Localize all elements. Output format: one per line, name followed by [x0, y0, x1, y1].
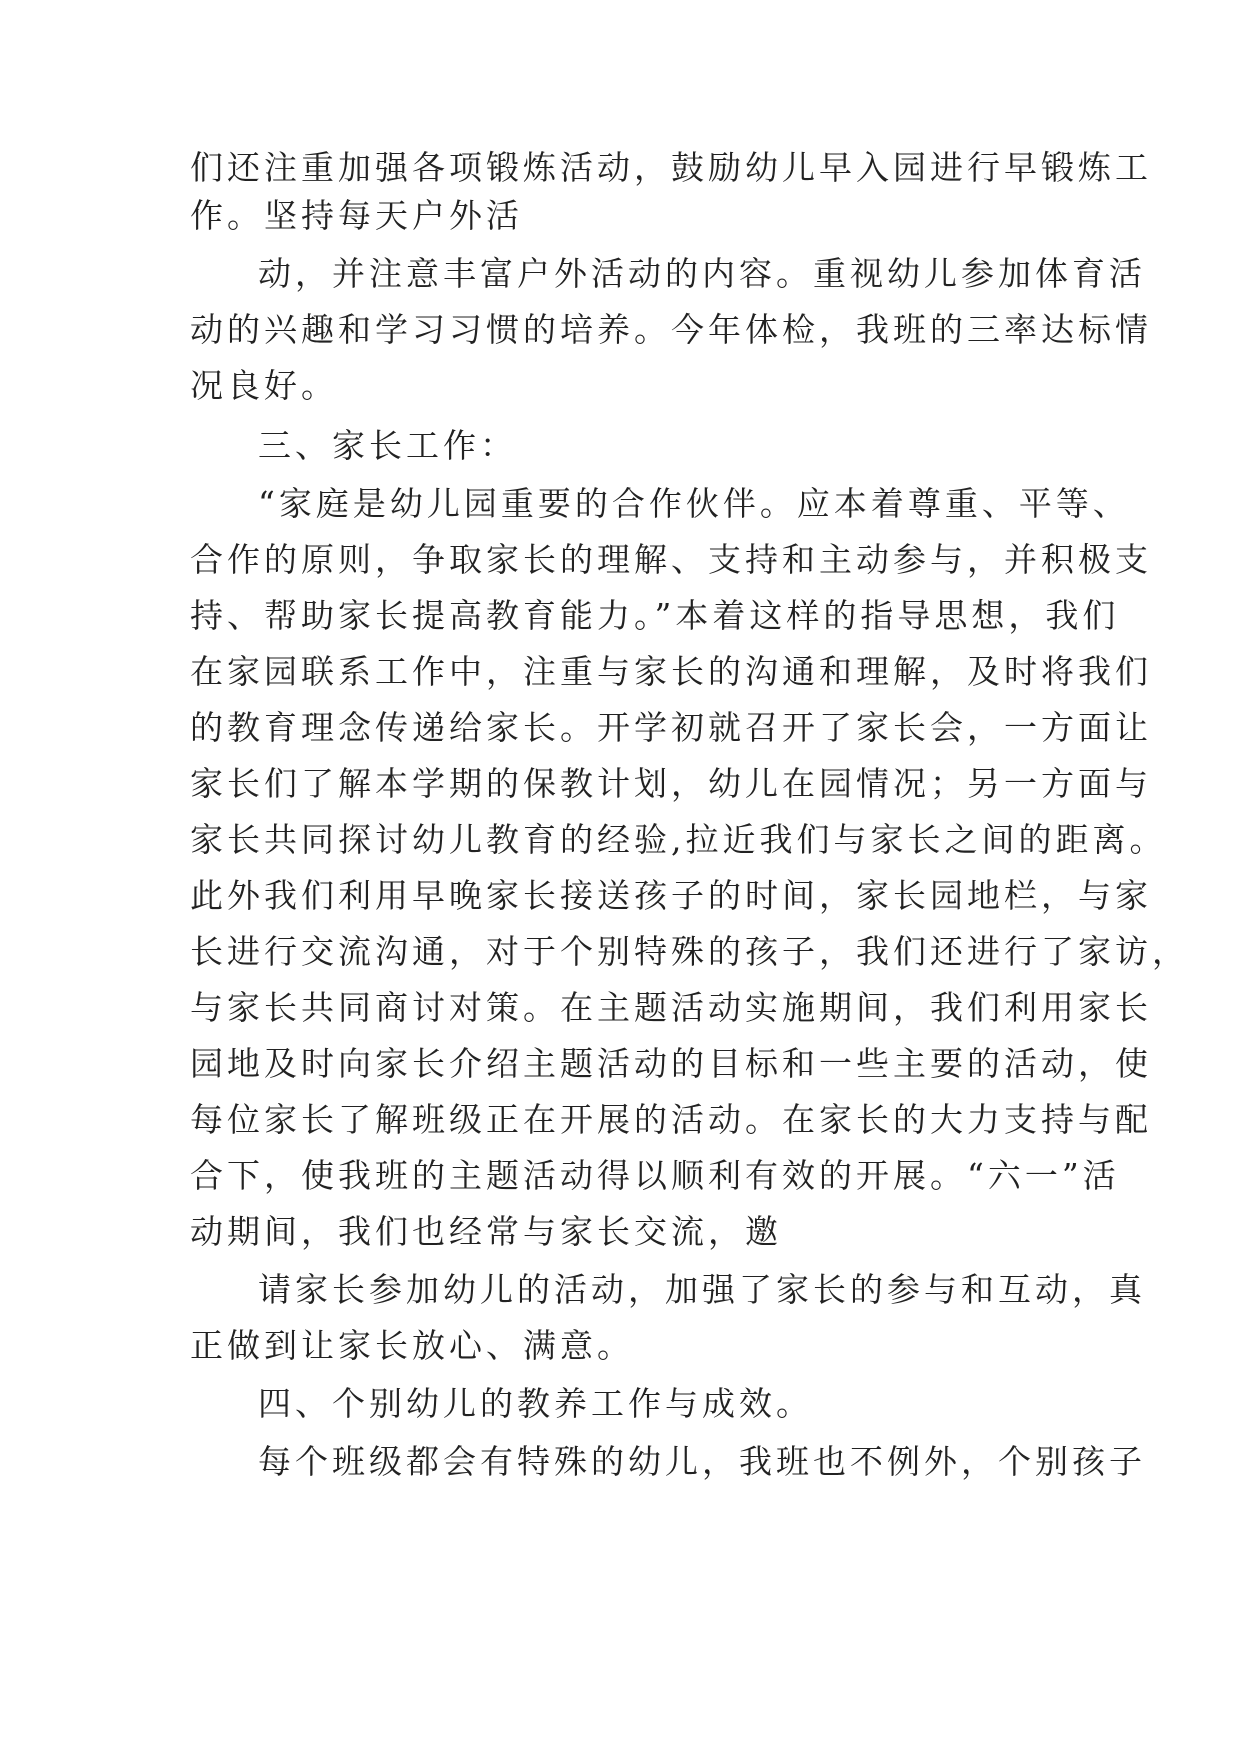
section-heading: 四、个别幼儿的教养工作与成效。	[258, 1384, 813, 1423]
text-line: 与家长共同商讨对策。在主题活动实施期间，我们利用家长	[190, 988, 1152, 1027]
text-line: 合作的原则，争取家长的理解、支持和主动参与，并积极支	[190, 540, 1152, 579]
text-line: 家长共同探讨幼儿教育的经验,拉近我们与家长之间的距离。	[190, 820, 1167, 859]
text-line: 持、帮助家长提高教育能力。”本着这样的指导思想，我们	[190, 596, 1120, 635]
text-line: 动的兴趣和学习习惯的培养。今年体检，我班的三率达标情	[190, 310, 1152, 349]
text-line: 在家园联系工作中，注重与家长的沟通和理解，及时将我们	[190, 652, 1152, 691]
text-line: 请家长参加幼儿的活动，加强了家长的参与和互动，真	[258, 1270, 1146, 1309]
text-line: “家庭是幼儿园重要的合作伙伴。应本着尊重、平等、	[258, 484, 1130, 523]
text-line: 家长们了解本学期的保教计划，幼儿在园情况；另一方面与	[190, 764, 1152, 803]
text-line: 此外我们利用早晚家长接送孩子的时间，家长园地栏，与家	[190, 876, 1152, 915]
text-line: 合下，使我班的主题活动得以顺利有效的开展。“六一”活	[190, 1156, 1120, 1195]
text-line: 们还注重加强各项锻炼活动，鼓励幼儿早入园进行早锻炼工	[190, 148, 1152, 187]
text-line: 况良好。	[190, 366, 338, 405]
text-line: 长进行交流沟通，对于个别特殊的孩子，我们还进行了家访，	[190, 932, 1189, 971]
text-line: 正做到让家长放心、满意。	[190, 1326, 634, 1365]
text-line: 每位家长了解班级正在开展的活动。在家长的大力支持与配	[190, 1100, 1152, 1139]
section-heading: 三、家长工作：	[258, 426, 517, 465]
text-line: 动，并注意丰富户外活动的内容。重视幼儿参加体育活	[258, 254, 1146, 293]
text-line: 园地及时向家长介绍主题活动的目标和一些主要的活动，使	[190, 1044, 1152, 1083]
text-line: 作。坚持每天户外活	[190, 196, 523, 235]
text-line: 动期间，我们也经常与家长交流，邀	[190, 1212, 782, 1251]
text-line: 每个班级都会有特殊的幼儿，我班也不例外，个别孩子	[258, 1442, 1146, 1481]
text-line: 的教育理念传递给家长。开学初就召开了家长会，一方面让	[190, 708, 1152, 747]
